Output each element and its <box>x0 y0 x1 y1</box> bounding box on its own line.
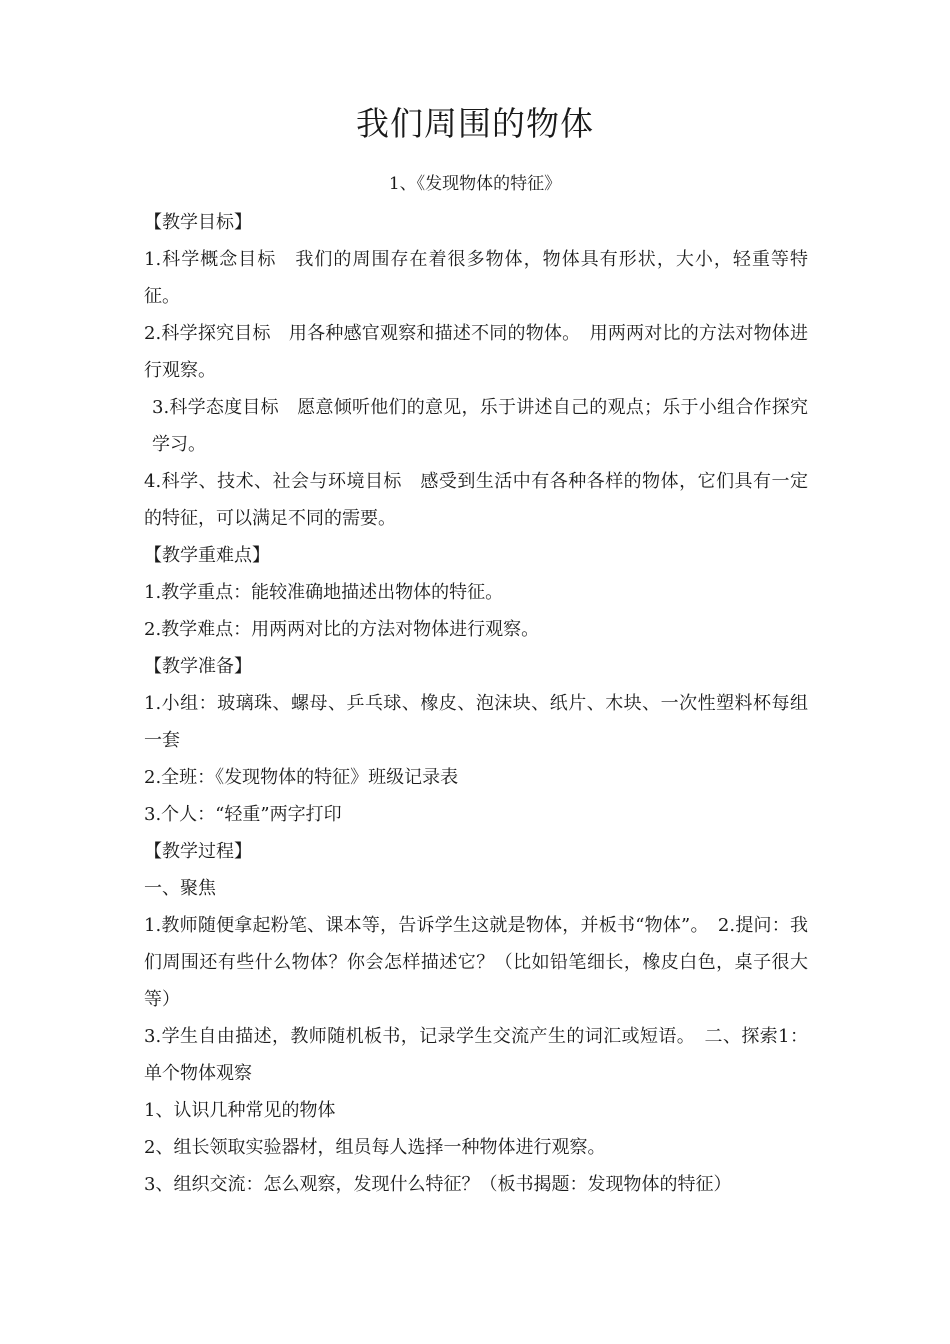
section-heading-objectives: 【教学目标】 <box>144 212 252 233</box>
process-explore-item-1: 1、认识几种常见的物体 <box>144 1100 336 1121</box>
process-free-description: 3.学生自由描述，教师随机板书，记录学生交流产生的词汇或短语。 二、探索1：单个物体观察 <box>144 1026 808 1084</box>
objective-concept: 1.科学概念目标 我们的周围存在着很多物体，物体具有形状，大小，轻重等特征。 <box>144 249 808 307</box>
process-explore-item-3: 3、组织交流：怎么观察，发现什么特征？（板书揭题：发现物体的特征） <box>144 1174 732 1195</box>
objective-attitude: 3.科学态度目标 愿意倾听他们的意见，乐于讲述自己的观点；乐于小组合作探究学习。 <box>152 397 808 455</box>
document-title: 我们周围的物体 <box>356 104 594 143</box>
preparation-individual: 3.个人：“轻重”两字打印 <box>144 804 342 825</box>
key-point: 1.教学重点：能较准确地描述出物体的特征。 <box>144 582 504 603</box>
objective-sts: 4.科学、技术、社会与环境目标 感受到生活中有各种各样的物体，它们具有一定的特征，可以满足不同的需要。 <box>144 471 808 529</box>
objective-inquiry: 2.科学探究目标 用各种感官观察和描述不同的物体。 用两两对比的方法对物体进行观察。 <box>144 323 808 381</box>
process-explore-item-2: 2、组长领取实验器材，组员每人选择一种物体进行观察。 <box>144 1137 606 1158</box>
process-step-focus: 一、聚焦 <box>144 878 216 899</box>
preparation-group: 1.小组：玻璃珠、螺母、乒乓球、橡皮、泡沫块、纸片、木块、一次性塑料杯每组一套 <box>144 693 808 751</box>
document-body <box>144 204 808 1203</box>
document-subtitle: 1、《发现物体的特征》 <box>388 174 562 194</box>
preparation-class: 2.全班：《发现物体的特征》班级记录表 <box>144 767 459 788</box>
section-heading-preparation: 【教学准备】 <box>144 656 252 677</box>
section-heading-process: 【教学过程】 <box>144 841 252 862</box>
difficult-point: 2.教学难点：用两两对比的方法对物体进行观察。 <box>144 619 540 640</box>
process-focus-items: 1.教师随便拿起粉笔、课本等，告诉学生这就是物体，并板书“物体”。 2.提问：我们周围还有些什么物体？你会怎样描述它？（比如铅笔细长，橡皮白色，桌子很大等） <box>144 915 808 1010</box>
section-heading-key-points: 【教学重难点】 <box>144 545 270 566</box>
